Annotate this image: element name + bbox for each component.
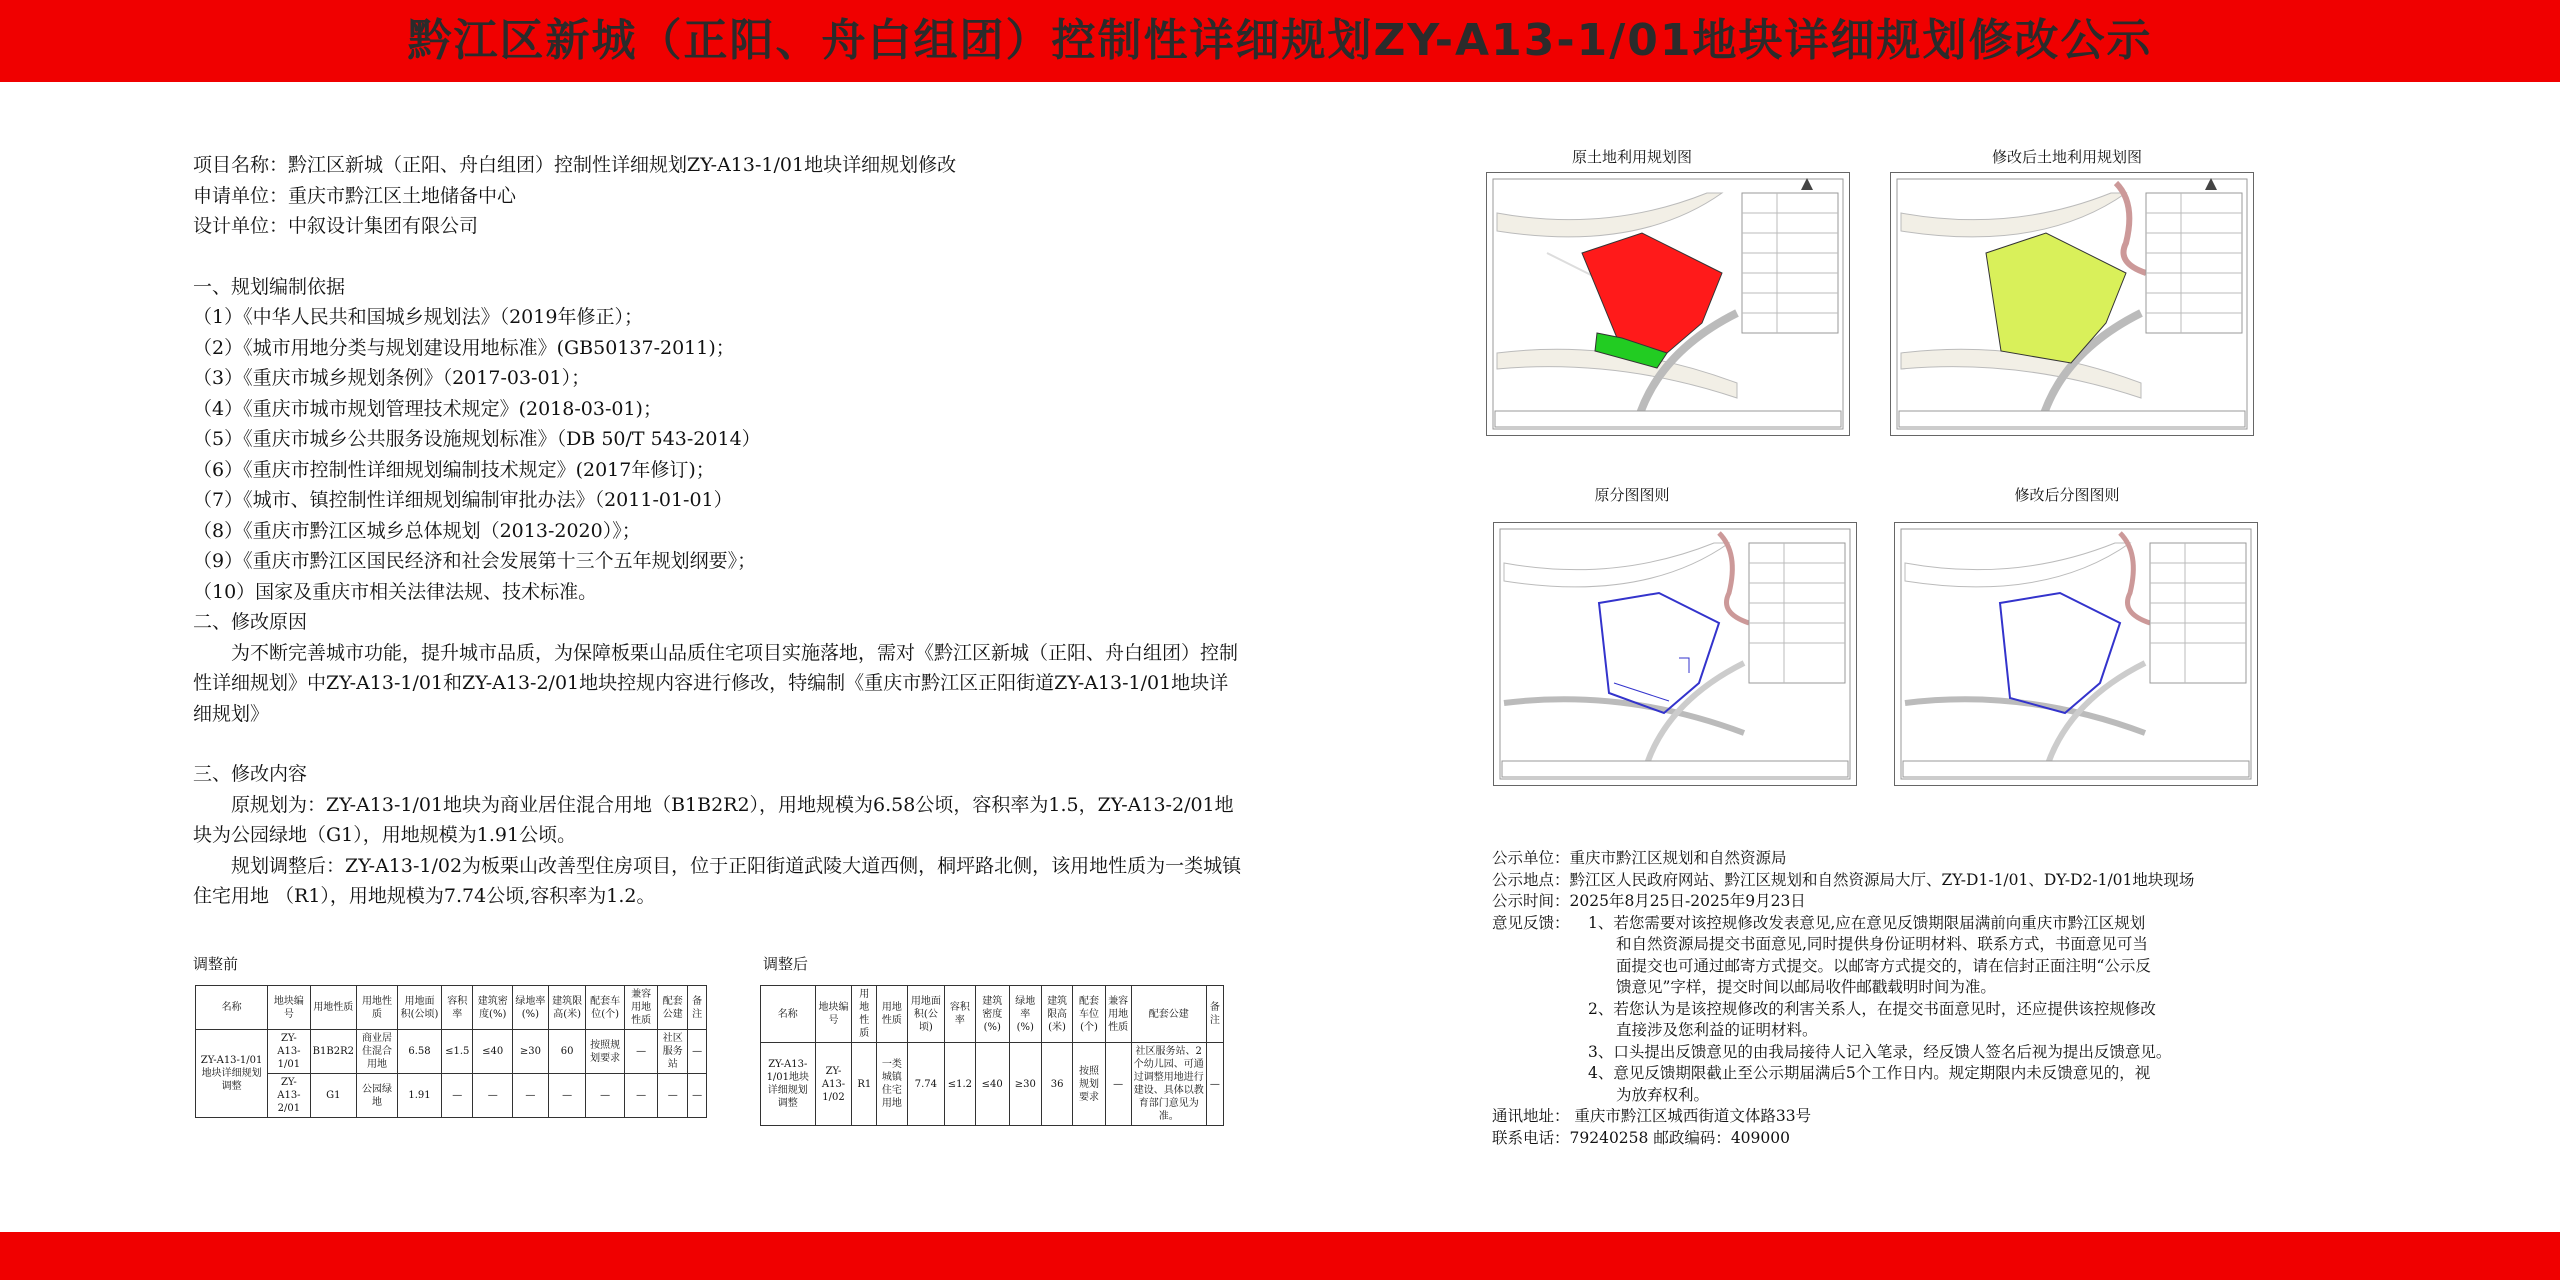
basis-item: （8）《重庆市黔江区城乡总体规划（2013-2020）》； [193,519,641,542]
feedback-item [1492,913,2492,999]
bottom-banner [0,1232,2560,1280]
feedback-item [1492,1063,2492,1106]
map-title-original-zoning: 原分图图则 [1594,486,1670,504]
basis-item: （7）《城市、镇控制性详细规划编制审批办法》（2011-01-01） [193,489,733,511]
table-cell: — [1105,1043,1131,1126]
feedback-line: 3、口头提出反馈意见的由我局接待人记入笔录，经反馈人签名后视为提出反馈意见。 [1588,1042,2172,1061]
table-after [760,985,1224,1126]
table-cell: ≥30 [1009,1043,1041,1126]
header-cell: 地块编号 [815,986,852,1043]
map-title-revised-landuse: 修改后土地利用规划图 [1991,148,2142,166]
table-before [195,985,707,1118]
table-cell: 1.91 [397,1074,441,1118]
table-cell: ZY-A13-1/01地块详细规划调整 [196,1030,268,1118]
feedback-item [1492,1042,2492,1064]
table-cell: ≤40 [975,1043,1009,1126]
table-row [196,1074,707,1118]
original-landuse-map [1486,172,1850,436]
feedback-line: 为放弃权利。 [1616,1085,1710,1104]
table-cell: ZY-A13-1/01地块详细规划调整 [761,1043,816,1126]
map-title-original-landuse: 原土地利用规划图 [1571,148,1692,166]
map-title-revised-zoning: 修改后分图图则 [2014,486,2120,504]
basis-item: （1）《中华人民共和国城乡规划法》（2019年修正）； [193,306,643,328]
table-cell: 7.74 [907,1043,944,1126]
header-cell: 备注 [688,986,707,1030]
basis-item: （3）《重庆市城乡规划条例》（2017-03-01）； [193,367,591,389]
header-cell: 建筑密度(%) [473,986,513,1030]
header-cell: 名称 [761,986,816,1043]
page-title: 黔江区新城（正阳、舟白组团）控制性详细规划ZY-A13-1/01地块详细规划修改公示 [407,15,2153,66]
header-cell: 用地面积(公顷) [907,986,944,1043]
table-cell: 60 [548,1030,586,1074]
table-cell: 社区服务站、2个幼儿园、可通过调整用地进行建设、具体以教育部门意见为准。 [1131,1043,1206,1126]
table-cell: — [658,1074,688,1118]
header-cell: 用地性质 [852,986,877,1043]
revised-zoning-map [1894,522,2258,786]
notice-time: 公示时间：2025年8月25日-2025年9月23日 [1492,892,1806,910]
header-cell: 容积率 [945,986,976,1043]
table-cell: 6.58 [397,1030,441,1074]
table-cell: B1B2R2 [310,1030,356,1074]
feedback-label: 意见反馈： [1492,913,1570,932]
header-cell: 用地性质 [877,986,908,1043]
header-cell: 容积率 [442,986,473,1030]
header-cell: 地块编号 [268,986,311,1030]
header-cell: 用地面积(公顷) [397,986,441,1030]
table-cell: — [512,1074,548,1118]
feedback-line: 馈意见”字样，提交时间以邮局收件邮戳载明时间为准。 [1616,978,1996,996]
content-adjusted: 规划调整后：ZY-A13-1/02为板栗山改善型住房项目，位于正阳街道武陵大道西侧，桐坪路北侧，该用地性质为一类城镇住宅用地 （R1），用地规模为7.74公顷,容积率为1.2。 [193,854,1242,907]
table-cell: 按照规划要求 [1073,1043,1105,1126]
table-after-caption: 调整后 [763,955,809,973]
header-cell: 用地性质 [310,986,356,1030]
table-cell: ≥30 [512,1030,548,1074]
header-cell: 配套车位(个) [586,986,624,1030]
table-cell: — [1206,1043,1223,1126]
table-cell: — [473,1074,513,1118]
table-row [196,1030,707,1074]
basis-item: （5）《重庆市城乡公共服务设施规划标准》（DB 50/T 543-2014） [193,428,761,450]
feedback-line: 2、若您认为是该控规修改的利害关系人，在提交书面意见时，还应提供该控规修改 [1588,999,2156,1018]
reason-heading: 二、修改原因 [193,611,308,633]
notice-address: 通讯地址： 重庆市黔江区城西街道文体路33号 [1492,1107,1812,1125]
table-cell: — [688,1030,707,1074]
table-cell: ≤1.2 [945,1043,976,1126]
revised-landuse-map [1890,172,2254,436]
table-header-row [761,986,1224,1043]
table-cell: ≤1.5 [442,1030,473,1074]
content-original: 原规划为：ZY-A13-1/01地块为商业居住混合用地（B1B2R2），用地规模为6.58公顷，容积率为1.5，ZY-A13-2/01地块为公园绿地（G1），用地规模为1.91公顷。 [193,793,1234,846]
title-banner [0,0,2560,82]
basis-item: （4）《重庆市城市规划管理技术规定》(2018-03-01)； [193,397,662,420]
table-cell: 36 [1041,1043,1073,1126]
header-cell: 配套公建 [658,986,688,1030]
table-cell: ZY-A13-1/01 [268,1030,311,1074]
table-cell: ZY-A13-2/01 [268,1074,311,1118]
table-cell: — [586,1074,624,1118]
header-cell: 配套公建 [1131,986,1206,1043]
project-name: 项目名称：黔江区新城（正阳、舟白组团）控制性详细规划ZY-A13-1/01地块详细规划修改 [193,154,957,176]
table-cell: — [548,1074,586,1118]
feedback-item [1492,999,2492,1042]
applicant: 申请单位：重庆市黔江区土地储备中心 [193,184,517,207]
table-cell: ≤40 [473,1030,513,1074]
notice-phone: 联系电话：79240258 邮政编码：409000 [1492,1128,1790,1147]
header-cell: 兼容用地性质 [624,986,658,1030]
header-cell: 配套车位(个) [1073,986,1105,1043]
basis-item: （2）《城市用地分类与规划建设用地标准》(GB50137-2011)； [193,336,735,359]
table-header-row [196,986,707,1030]
table-cell: G1 [310,1074,356,1118]
basis-item: （9）《重庆市黔江区国民经济和社会发展第十三个五年规划纲要》； [193,550,757,572]
main-text [193,150,1243,912]
table-cell: — [624,1030,658,1074]
header-cell: 备注 [1206,986,1223,1043]
notice-unit: 公示单位：重庆市黔江区规划和自然资源局 [1492,849,1787,867]
table-cell: — [624,1074,658,1118]
table-cell: ZY-A13-1/02 [815,1043,852,1126]
table-cell: 一类城镇住宅用地 [877,1043,908,1126]
table-cell: 公园绿地 [356,1074,397,1118]
designer: 设计单位：中叙设计集团有限公司 [193,215,479,237]
feedback-line: 4、意见反馈期限截止至公示期届满后5个工作日内。规定期限内未反馈意见的，视 [1588,1064,2151,1082]
header-cell: 兼容用地性质 [1105,986,1131,1043]
table-cell: — [688,1074,707,1118]
header-cell: 绿地率(%) [1009,986,1041,1043]
header-cell: 用地性质 [356,986,397,1030]
content-heading: 三、修改内容 [193,763,308,785]
basis-item: （10）国家及重庆市相关法律法规、技术标准。 [193,580,598,603]
table-row [761,1043,1224,1126]
table-before-caption: 调整前 [193,955,239,973]
header-cell: 建筑限高(米) [1041,986,1073,1043]
header-cell: 名称 [196,986,268,1030]
table-cell: 社区服务站 [658,1030,688,1074]
header-cell: 建筑限高(米) [548,986,586,1030]
basis-item: （6）《重庆市控制性详细规划编制技术规定》(2017年修订)； [193,458,715,481]
feedback-line: 面提交也可通过邮寄方式提交。以邮寄方式提交的，请在信封正面注明“公示反 [1616,956,2151,975]
table-cell: — [442,1074,473,1118]
feedback-line: 直接涉及您利益的证明材料。 [1616,1021,1818,1039]
reason-text: 为不断完善城市功能，提升城市品质，为保障板栗山品质住宅项目实施落地，需对《黔江区新城（正阳、舟白组团）控制性详细规划》中ZY-A13-1/01和ZY-A13-2/01地块控规内容进行修改，特编制《重庆市黔江区正阳街道ZY-A13-1/01地块详细规划》 [193,641,1239,725]
header-cell: 建筑密度(%) [975,986,1009,1043]
table-cell: 按照规划要求 [586,1030,624,1074]
table-cell: 商业居住混合用地 [356,1030,397,1074]
basis-heading: 一、规划编制依据 [193,275,346,298]
table-cell: R1 [852,1043,877,1126]
notice-block [1492,848,2492,1149]
feedback-line: 和自然资源局提交书面意见,同时提供身份证明材料、联系方式，书面意见可当 [1616,935,2148,953]
feedback-line: 1、若您需要对该控规修改发表意见,应在意见反馈期限届满前向重庆市黔江区规划 [1588,913,2146,932]
header-cell: 绿地率(%) [512,986,548,1030]
original-zoning-map [1493,522,1857,786]
notice-place: 公示地点：黔江区人民政府网站、黔江区规划和自然资源局大厅、ZY-D1-1/01、DY-D2-1/01地块现场 [1492,870,2195,889]
